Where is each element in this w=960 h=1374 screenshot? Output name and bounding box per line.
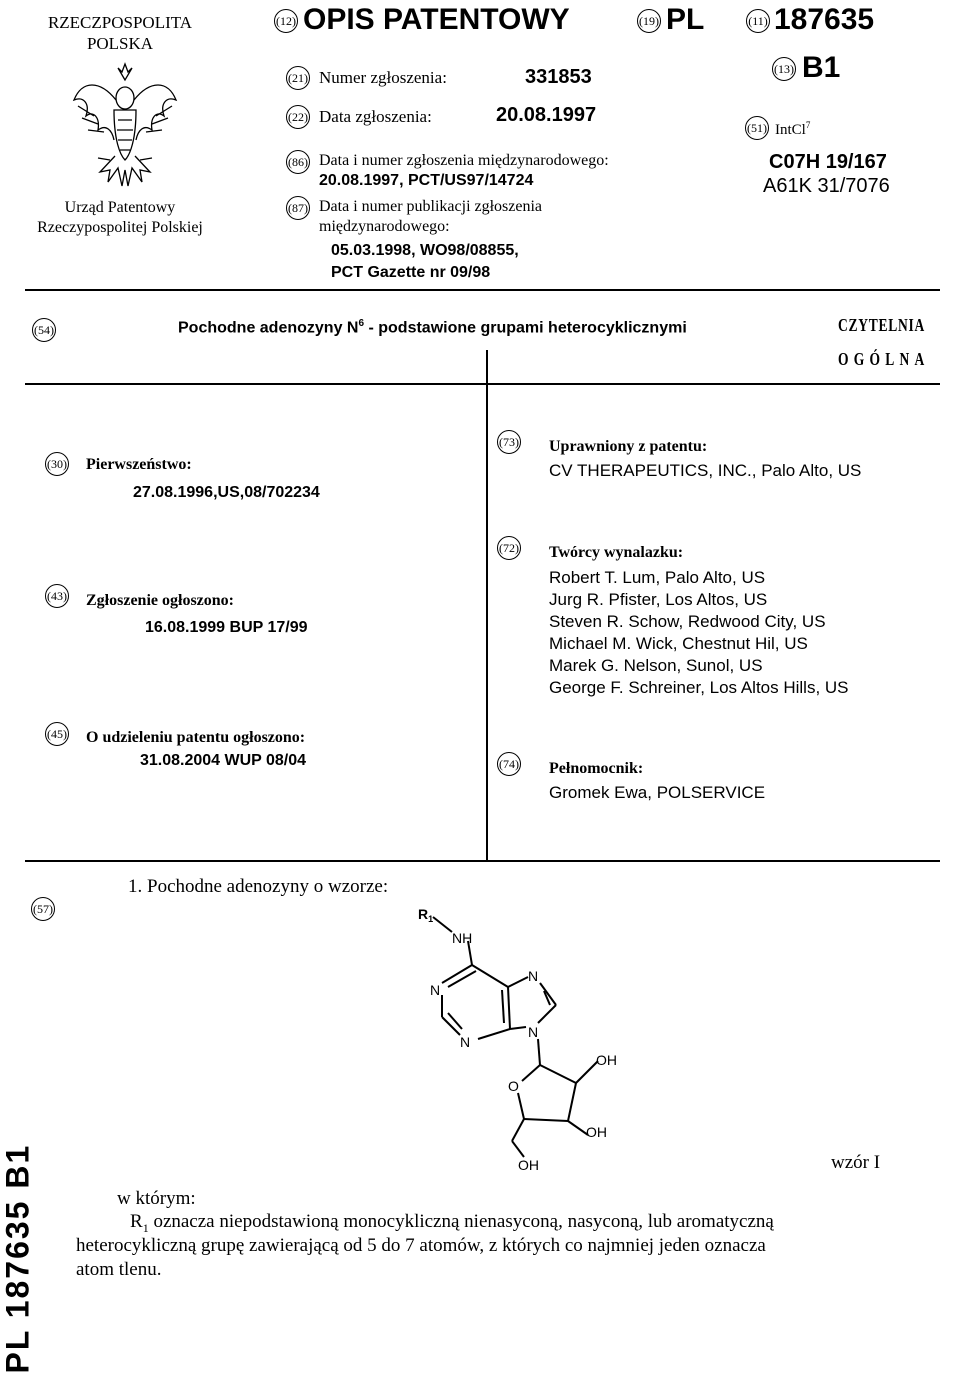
inid-code-13: (13) xyxy=(772,57,796,81)
inid-code-74: (74) xyxy=(497,752,521,776)
inventors-label: Twórcy wynalazku: xyxy=(549,544,684,561)
atom-r1-sub: 1 xyxy=(428,914,434,924)
inventor-item: George F. Schreiner, Los Altos Hills, US xyxy=(549,678,849,697)
inid-code-12: (12) xyxy=(274,9,298,33)
inventor-item: Jurg R. Pfister, Los Altos, US xyxy=(549,590,768,609)
attorney-label: Pełnomocnik: xyxy=(549,760,644,777)
inid-code-51: (51) xyxy=(745,116,769,140)
classification-label-sup: 7 xyxy=(805,120,811,130)
inid-code-73: (73) xyxy=(497,430,521,454)
atom-nh: NH xyxy=(452,930,473,946)
atom-n3: N xyxy=(460,1034,471,1050)
column-divider xyxy=(486,350,488,862)
inid-code-45: (45) xyxy=(45,722,69,746)
office-line-2: Rzeczypospolitej Polskiej xyxy=(37,219,203,236)
claim-heading: 1. Pochodne adenozyny o wzorze: xyxy=(128,876,389,897)
classification-2: A61K 31/7076 xyxy=(763,175,890,197)
inventor-item: Steven R. Schow, Redwood City, US xyxy=(549,612,826,631)
intl-publication-value-2: PCT Gazette nr 09/98 xyxy=(331,264,491,281)
atom-oh-3: OH xyxy=(586,1124,607,1140)
grant-value: 31.08.2004 WUP 08/04 xyxy=(140,752,307,769)
inventor-item: Marek G. Nelson, Sunol, US xyxy=(549,656,763,675)
grant-label: O udzieleniu patentu ogłoszono: xyxy=(86,729,306,746)
atom-r1 xyxy=(418,906,433,924)
claim-line-1: w którym: xyxy=(117,1188,196,1209)
inid-code-11: (11) xyxy=(746,9,770,33)
inid-code-22: (22) xyxy=(286,105,310,129)
invention-title xyxy=(178,318,687,337)
inventor-item: Robert T. Lum, Palo Alto, US xyxy=(549,568,766,587)
filing-date: 20.08.1997 xyxy=(496,104,597,126)
stamp-line-2: OGÓLNA xyxy=(838,349,930,369)
inid-code-21: (21) xyxy=(286,66,310,90)
title-superscript: 6 xyxy=(358,318,365,329)
atom-n1: N xyxy=(430,982,441,998)
inid-code-19: (19) xyxy=(637,9,661,33)
office-line-1: Urząd Patentowy xyxy=(64,199,176,216)
title-text-after: - podstawione grupami heterocyklicznymi xyxy=(364,319,687,337)
title-bottom-rule xyxy=(25,383,940,385)
inid-code-57: (57) xyxy=(31,897,55,921)
document-type: OPIS PATENTOWY xyxy=(303,3,570,36)
country-line-2: POLSKA xyxy=(86,34,154,53)
priority-value: 27.08.1996,US,08/702234 xyxy=(133,484,320,501)
classification-label xyxy=(775,120,810,139)
stamp-line-1: CZYTELNIA xyxy=(838,315,926,335)
intl-publication-value-1: 05.03.1998, WO98/08855, xyxy=(331,242,519,259)
inid-code-30: (30) xyxy=(45,452,69,476)
atom-oh-2: OH xyxy=(518,1157,539,1173)
country-name xyxy=(0,12,240,54)
priority-label: Pierwszeństwo: xyxy=(86,456,192,473)
patent-number: 187635 xyxy=(774,3,875,36)
claim-line-3: heterocykliczną grupę zawierającą od 5 do 7 atomów, z których co najmniej jeden oznacza xyxy=(76,1235,766,1256)
title-text-before: Pochodne adenozyny N xyxy=(178,319,359,337)
country-code: PL xyxy=(666,3,705,36)
inid-code-43: (43) xyxy=(45,584,69,608)
polish-eagle-emblem xyxy=(70,60,180,195)
claim-r1: R xyxy=(130,1211,143,1232)
intl-publication-label-2: międzynarodowego: xyxy=(319,218,450,235)
kind-code: B1 xyxy=(802,51,841,84)
country-line-1: RZECZPOSPOLITA xyxy=(47,13,193,32)
patent-office-name xyxy=(0,198,240,238)
structure-bonds xyxy=(433,917,598,1157)
claim-r1-sub: 1 xyxy=(142,1220,149,1235)
intl-application-label: Data i numer zgłoszenia międzynarodowego: xyxy=(319,152,609,169)
side-patent-number: PL 187635 B1 xyxy=(0,1143,36,1374)
atom-n9: N xyxy=(528,1024,539,1040)
application-number: 331853 xyxy=(525,66,592,88)
application-number-label: Numer zgłoszenia: xyxy=(319,68,447,87)
intl-application-value: 20.08.1997, PCT/US97/14724 xyxy=(319,172,534,189)
inid-code-86: (86) xyxy=(286,150,310,174)
attorney-value: Gromek Ewa, POLSERVICE xyxy=(549,783,766,802)
atom-n7: N xyxy=(528,968,539,984)
inid-code-72: (72) xyxy=(497,536,521,560)
intl-publication-label-1: Data i numer publikacji zgłoszenia xyxy=(319,198,543,215)
claim-line-2 xyxy=(130,1211,774,1236)
formula-label: wzór I xyxy=(831,1152,881,1173)
inid-code-54: (54) xyxy=(32,318,56,342)
classification-1: C07H 19/167 xyxy=(769,151,887,173)
announcement-value: 16.08.1999 BUP 17/99 xyxy=(145,619,308,636)
claims-top-rule xyxy=(25,860,940,862)
title-top-rule xyxy=(25,289,940,291)
inventor-item: Michael M. Wick, Chestnut Hil, US xyxy=(549,634,808,653)
atom-oh-5: OH xyxy=(596,1052,617,1068)
inventors-list xyxy=(549,567,849,699)
owner-label: Uprawniony z patentu: xyxy=(549,438,708,455)
atom-o-ring: O xyxy=(508,1078,519,1094)
atom-r1-text: R xyxy=(418,906,429,922)
library-stamp xyxy=(838,308,930,376)
classification-label-text: IntCl xyxy=(775,122,806,138)
claim-line-4: atom tlenu. xyxy=(76,1259,162,1280)
chemical-structure-formula xyxy=(400,905,660,1180)
announcement-label: Zgłoszenie ogłoszono: xyxy=(86,592,234,609)
owner-value: CV THERAPEUTICS, INC., Palo Alto, US xyxy=(549,461,862,480)
claim-line-2-text: oznacza niepodstawioną monocykliczną nienasyconą, nasyconą, lub aromatyczną xyxy=(148,1211,774,1232)
inid-code-87: (87) xyxy=(286,196,310,220)
filing-date-label: Data zgłoszenia: xyxy=(319,107,432,126)
